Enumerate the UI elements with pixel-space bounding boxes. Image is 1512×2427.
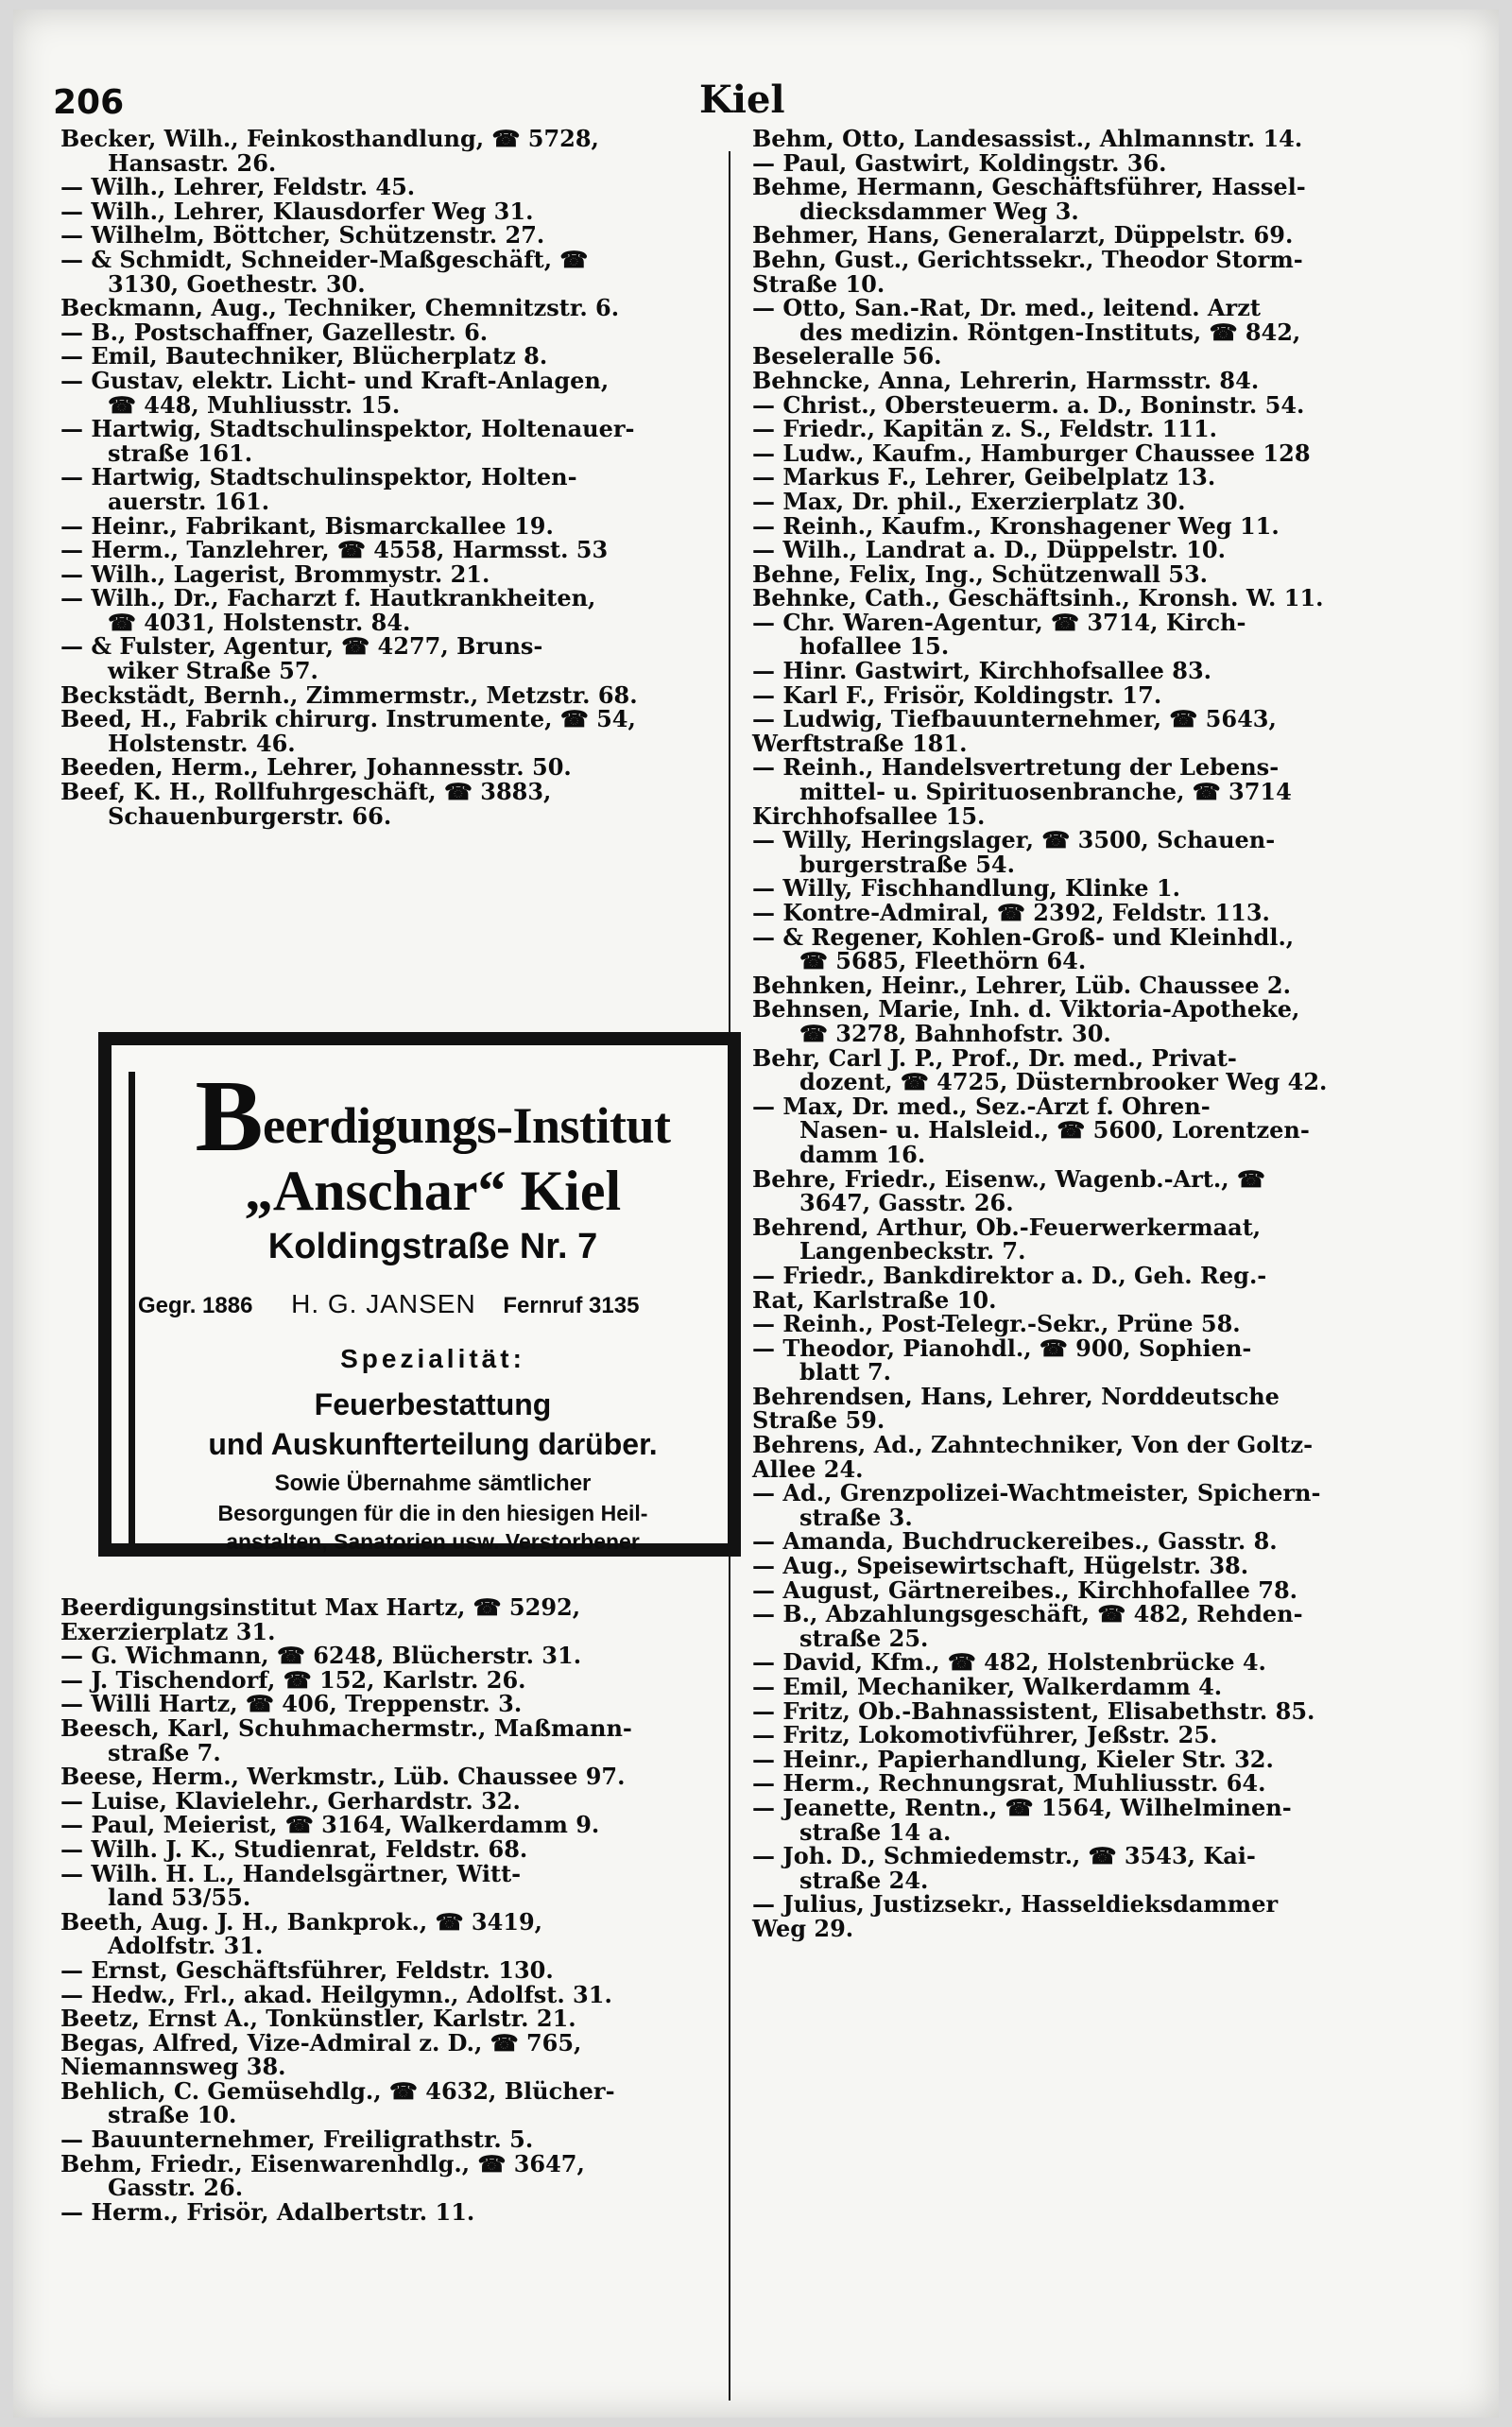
directory-line: — Ernst, Geschäftsführer, Feldstr. 130. — [60, 1955, 554, 1984]
directory-line: — Wilh., Dr., Facharzt f. Hautkrankheiten, — [60, 584, 596, 612]
left-column — [60, 127, 722, 828]
directory-line: Behm, Friedr., Eisenwarenhdlg., ☎ 3647, — [60, 2149, 585, 2177]
directory-line: — Emil, Bautechniker, Blücherplatz 8. — [60, 342, 548, 370]
directory-line: — Hartwig, Stadtschulinspektor, Holten- — [60, 463, 577, 491]
directory-line: Beese, Herm., Werkmstr., Lüb. Chaussee 97. — [60, 1763, 626, 1791]
directory-line: Behne, Felix, Ing., Schützenwall 53. — [752, 559, 1209, 588]
directory-line: Behnken, Heinr., Lehrer, Lüb. Chaussee 2. — [752, 971, 1291, 999]
directory-line: — Theodor, Pianohdl., ☎ 900, Sophien- — [752, 1334, 1252, 1362]
directory-line: blatt 7. — [799, 1358, 892, 1386]
directory-line: — Wilh., Landrat a. D., Düppelstr. 10. — [752, 536, 1226, 564]
directory-line: — Herm., Frisör, Adalbertstr. 11. — [60, 2197, 475, 2226]
directory-line: — Wilh., Lehrer, Feldstr. 45. — [60, 173, 416, 201]
directory-line: — Hinr. Gastwirt, Kirchhofsallee 83. — [752, 657, 1212, 685]
directory-line: straße 7. — [108, 1738, 221, 1766]
directory-line: — Fritz, Ob.-Bahnassistent, Elisabethstr. 85. — [752, 1696, 1315, 1725]
directory-line: Weg 29. — [752, 1914, 854, 1942]
directory-line: Beed, H., Fabrik chirurg. Instrumente, ☎ 54, — [60, 705, 636, 733]
ad-info-line — [138, 1289, 733, 1319]
directory-line: Kirchhofsallee 15. — [752, 801, 986, 830]
directory-line: Beckstädt, Bernh., Zimmermstr., Metzstr. 68. — [60, 680, 638, 709]
left-column-entries-bottom — [60, 1595, 722, 2224]
directory-line: straße 10. — [108, 2101, 237, 2129]
directory-line: Rat, Karlstraße 10. — [752, 1285, 997, 1314]
directory-line: — Friedr., Bankdirektor a. D., Geh. Reg.- — [752, 1261, 1267, 1289]
directory-line: Straße 10. — [752, 269, 885, 298]
left-column-lower — [60, 1595, 722, 2224]
directory-line: ☎ 3278, Bahnhofstr. 30. — [799, 1019, 1111, 1047]
directory-line: Behrendsen, Hans, Lehrer, Norddeutsche — [752, 1382, 1280, 1410]
ad-specialty-label: Spezialität: — [340, 1344, 525, 1373]
directory-line: Behrend, Arthur, Ob.-Feuerwerkermaat, — [752, 1213, 1262, 1241]
directory-line: — Emil, Mechaniker, Walkerdamm 4. — [752, 1673, 1223, 1700]
directory-line: Behme, Hermann, Geschäftsführer, Hassel- — [752, 173, 1306, 201]
directory-line: ☎ 4031, Holstenstr. 84. — [108, 608, 411, 636]
directory-line: — Wilh. J. K., Studienrat, Feldstr. 68. — [60, 1834, 528, 1863]
directory-line: straße 24. — [799, 1866, 929, 1894]
directory-line: Behrens, Ad., Zahntechniker, Von der Goltz- — [752, 1431, 1314, 1459]
directory-line: — Hedw., Frl., akad. Heilgymn., Adolfst. 31. — [60, 1980, 612, 2008]
directory-line: — Otto, San.-Rat, Dr. med., leitend. Arzt — [752, 294, 1261, 322]
directory-line: — Luise, Klavielehr., Gerhardstr. 32. — [60, 1786, 521, 1815]
directory-line: — B., Abzahlungsgeschäft, ☎ 482, Rehden- — [752, 1600, 1303, 1628]
directory-line: — Markus F., Lehrer, Geibelplatz 13. — [752, 463, 1216, 491]
ad-founded: Gegr. 1886 — [138, 1293, 253, 1318]
directory-line: — David, Kfm., ☎ 482, Holstenbrücke 4. — [752, 1648, 1266, 1677]
directory-line: — Willi Hartz, ☎ 406, Treppenstr. 3. — [60, 1690, 523, 1718]
directory-line: — J. Tischendorf, ☎ 152, Karlstr. 26. — [60, 1665, 526, 1694]
directory-line: Behnke, Cath., Geschäftsinh., Kronsh. W. 11. — [752, 584, 1324, 612]
ad-note-3: anstalten, Sanatorien usw. Verstorbener — [226, 1529, 640, 1554]
directory-line: Behm, Otto, Landesassist., Ahlmannstr. 14. — [752, 125, 1303, 152]
directory-line: Beeth, Aug. J. H., Bankprok., ☎ 3419, — [60, 1907, 543, 1936]
right-column-entries — [752, 127, 1456, 1941]
directory-line: — G. Wichmann, ☎ 6248, Blücherstr. 31. — [60, 1642, 582, 1670]
directory-line: — Wilh., Lehrer, Klausdorfer Weg 31. — [60, 197, 534, 225]
directory-line: — Friedr., Kapitän z. S., Feldstr. 111. — [752, 415, 1218, 443]
ad-address: Koldingstraße Nr. 7 — [267, 1227, 598, 1266]
directory-line: straße 14 a. — [799, 1817, 952, 1846]
directory-line: Adolfstr. 31. — [108, 1932, 264, 1960]
directory-line: — Reinh., Kaufm., Kronshagener Weg 11. — [752, 511, 1280, 540]
directory-line: Becker, Wilh., Feinkosthandlung, ☎ 5728, — [60, 125, 599, 152]
directory-line: Hansastr. 26. — [108, 148, 277, 177]
directory-line: straße 161. — [108, 439, 253, 467]
ad-note-2: Besorgungen für die in den hiesigen Heil- — [217, 1501, 648, 1525]
directory-line: Straße 59. — [752, 1406, 885, 1435]
directory-line: Beesch, Karl, Schuhmachermstr., Maßmann- — [60, 1713, 632, 1742]
directory-line: Behn, Gust., Gerichtssekr., Theodor Storm- — [752, 245, 1303, 273]
directory-line: — Max, Dr. med., Sez.-Arzt f. Ohren- — [752, 1092, 1211, 1120]
directory-line: — & Schmidt, Schneider-Maßgeschäft, ☎ — [60, 245, 589, 273]
ad-owner: H. G. JANSEN — [291, 1289, 476, 1318]
directory-line: — Joh. D., Schmiedemstr., ☎ 3543, Kai- — [752, 1842, 1256, 1870]
directory-line: Niemannsweg 38. — [60, 2053, 286, 2081]
directory-line: — Jeanette, Rentn., ☎ 1564, Wilhelminen- — [752, 1793, 1292, 1821]
directory-line: des medizin. Röntgen-Instituts, ☎ 842, — [799, 318, 1301, 346]
directory-line: auerstr. 161. — [108, 487, 270, 515]
directory-line: diecksdammer Weg 3. — [799, 197, 1079, 225]
directory-line: — Ludw., Kaufm., Hamburger Chaussee 128 — [752, 439, 1311, 467]
directory-line: Beetz, Ernst A., Tonkünstler, Karlstr. 21. — [60, 2005, 576, 2033]
directory-line: Exerzierplatz 31. — [60, 1617, 276, 1645]
directory-line: — Max, Dr. phil., Exerzierplatz 30. — [752, 487, 1186, 515]
directory-line: — B., Postschaffner, Gazellestr. 6. — [60, 318, 489, 346]
ad-vertical-rule — [129, 1072, 135, 1544]
directory-line: — Willy, Heringslager, ☎ 3500, Schauen- — [752, 826, 1276, 854]
directory-line: — Wilh., Lagerist, Brommystr. 21. — [60, 559, 490, 588]
directory-line: — Heinr., Fabrikant, Bismarckallee 19. — [60, 511, 554, 540]
directory-line: 3647, Gasstr. 26. — [799, 1189, 1014, 1217]
directory-line: Behre, Friedr., Eisenw., Wagenb.-Art., ☎ — [752, 1164, 1265, 1193]
directory-line: — Chr. Waren-Agentur, ☎ 3714, Kirch- — [752, 608, 1246, 636]
directory-line: — & Fulster, Agentur, ☎ 4277, Bruns- — [60, 632, 543, 661]
directory-line: Nasen- u. Halsleid., ☎ 5600, Lorentzen- — [799, 1116, 1310, 1145]
left-column-entries-top — [60, 127, 722, 828]
directory-line: — Ad., Grenzpolizei-Wachtmeister, Spichern- — [752, 1479, 1321, 1507]
directory-line: straße 25. — [799, 1624, 929, 1652]
directory-line: Holstenstr. 46. — [108, 729, 296, 757]
directory-line: — Aug., Speisewirtschaft, Hügelstr. 38. — [752, 1552, 1249, 1580]
directory-line: — Julius, Justizsekr., Hasseldieksdammer — [752, 1890, 1279, 1919]
directory-line: 3130, Goethestr. 30. — [108, 269, 366, 298]
directory-line: — Kontre-Admiral, ☎ 2392, Feldstr. 113. — [752, 899, 1270, 926]
directory-line: — Herm., Rechnungsrat, Muhliusstr. 64. — [752, 1769, 1266, 1798]
directory-line: land 53/55. — [108, 1884, 251, 1912]
advertisement-box — [98, 1032, 741, 1557]
directory-line: Behmer, Hans, Generalarzt, Düppelstr. 69. — [752, 221, 1294, 250]
directory-line: — Christ., Obersteuerm. a. D., Boninstr. 54. — [752, 390, 1305, 419]
directory-line: Allee 24. — [752, 1454, 864, 1483]
right-column — [752, 127, 1456, 1941]
directory-line: ☎ 448, Muhliusstr. 15. — [108, 390, 401, 419]
ad-specialty-2: und Auskunfterteilung darüber. — [208, 1427, 658, 1461]
directory-line: wiker Straße 57. — [108, 657, 318, 685]
directory-line: — Heinr., Papierhandlung, Kieler Str. 32. — [752, 1745, 1274, 1773]
running-head: Kiel — [699, 77, 785, 122]
directory-line: mittel- u. Spirituosenbranche, ☎ 3714 — [799, 778, 1292, 806]
directory-line: straße 3. — [799, 1503, 913, 1531]
ad-note-1: Sowie Übernahme sämtlicher — [274, 1471, 592, 1496]
directory-line: Behnsen, Marie, Inh. d. Viktoria-Apotheke, — [752, 995, 1300, 1024]
ad-phone: Fernruf 3135 — [503, 1293, 640, 1318]
directory-line: — Wilh. H. L., Handelsgärtner, Witt- — [60, 1859, 522, 1887]
directory-line: — Wilhelm, Böttcher, Schützenstr. 27. — [60, 221, 545, 250]
directory-line: — Bauunternehmer, Freiligrathstr. 5. — [60, 2126, 534, 2154]
ad-name-line: „Anschar“ Kiel — [244, 1160, 622, 1222]
directory-line: dozent, ☎ 4725, Düsternbrooker Weg 42. — [799, 1068, 1328, 1096]
directory-line: ☎ 5685, Fleethörn 64. — [799, 947, 1087, 975]
directory-line: Behr, Carl J. P., Prof., Dr. med., Privat- — [752, 1043, 1237, 1072]
directory-line: Beseleralle 56. — [752, 342, 942, 370]
directory-line: — Ludwig, Tiefbauunternehmer, ☎ 5643, — [752, 705, 1277, 733]
directory-line: Beckmann, Aug., Techniker, Chemnitzstr. 6. — [60, 294, 620, 322]
directory-line: — & Regener, Kohlen-Groß- und Kleinhdl., — [752, 922, 1295, 951]
directory-line: Behlich, C. Gemüsehdlg., ☎ 4632, Blücher- — [60, 2076, 615, 2105]
directory-line: — Willy, Fischhandlung, Klinke 1. — [752, 874, 1180, 903]
directory-line: Werftstraße 181. — [752, 729, 968, 757]
directory-line: — Karl F., Frisör, Koldingstr. 17. — [752, 680, 1162, 709]
directory-line: — Paul, Gastwirt, Koldingstr. 36. — [752, 148, 1167, 177]
ad-title-rest: eerdigungs-Institut — [263, 1097, 671, 1154]
directory-line: burgerstraße 54. — [799, 850, 1015, 878]
directory-line: — Reinh., Post-Telegr.-Sekr., Prüne 58. — [752, 1310, 1241, 1338]
directory-line: Langenbeckstr. 7. — [799, 1237, 1026, 1265]
directory-line: — Fritz, Lokomotivführer, Jeßstr. 25. — [752, 1721, 1218, 1749]
page-number: 206 — [53, 83, 125, 122]
directory-page — [13, 9, 1499, 2418]
directory-line: hofallee 15. — [799, 632, 950, 661]
directory-line: Schauenburgerstr. 66. — [108, 801, 392, 830]
directory-line: — Gustav, elektr. Licht- und Kraft-Anlagen, — [60, 366, 610, 394]
directory-line: — Hartwig, Stadtschulinspektor, Holtenauer- — [60, 415, 635, 443]
directory-line: — Paul, Meierist, ☎ 3164, Walkerdamm 9. — [60, 1811, 600, 1839]
directory-line: Beef, K. H., Rollfuhrgeschäft, ☎ 3883, — [60, 778, 552, 806]
directory-line: Beerdigungsinstitut Max Hartz, ☎ 5292, — [60, 1593, 581, 1621]
directory-line: Begas, Alfred, Vize-Admiral z. D., ☎ 765, — [60, 2028, 582, 2057]
directory-line: Behncke, Anna, Lehrerin, Harmsstr. 84. — [752, 366, 1260, 394]
directory-line: Gasstr. 26. — [108, 2174, 244, 2202]
ad-specialty-1: Feuerbestattung — [314, 1387, 552, 1421]
directory-line: — Amanda, Buchdruckereibes., Gasstr. 8. — [752, 1527, 1278, 1556]
directory-line: — Reinh., Handelsvertretung der Lebens- — [752, 753, 1280, 782]
directory-line: — Herm., Tanzlehrer, ☎ 4558, Harmsst. 53 — [60, 536, 609, 564]
directory-line: — August, Gärtnereibes., Kirchhofallee 78. — [752, 1575, 1298, 1604]
ad-title-initial: B — [195, 1060, 263, 1173]
directory-line: Beeden, Herm., Lehrer, Johannesstr. 50. — [60, 753, 572, 782]
directory-line: damm 16. — [799, 1140, 926, 1168]
